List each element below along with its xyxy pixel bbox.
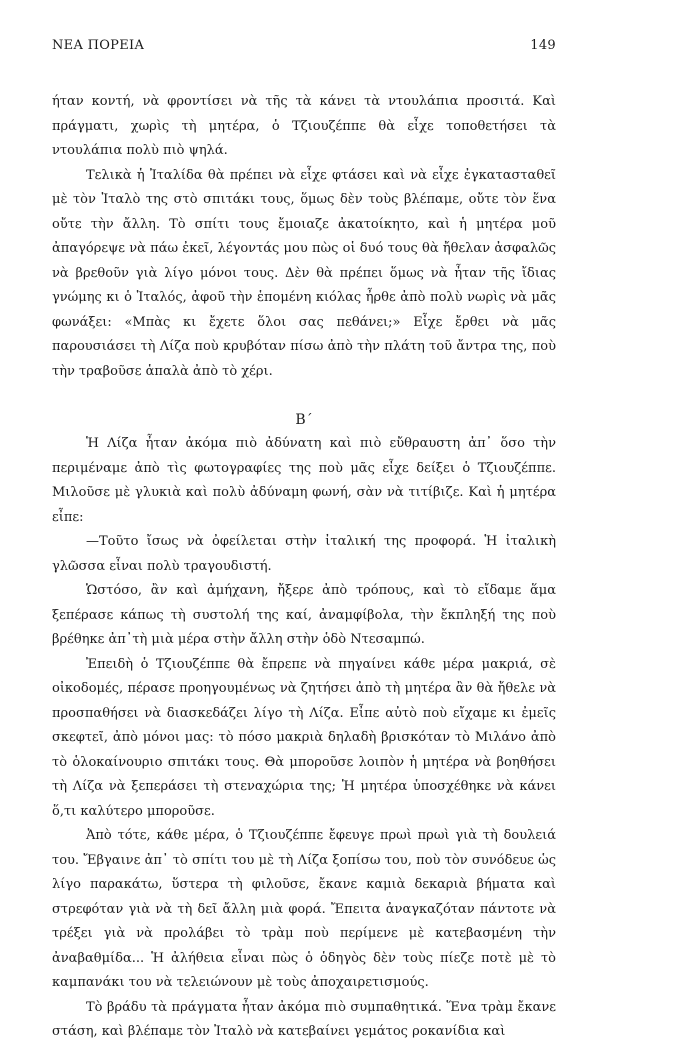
body-text: [52, 90, 556, 1045]
dialogue-paragraph: —Τοῦτο ἴσως νὰ ὀφείλεται στὴν ἰταλική της προφορά. Ἡ ἰταλικὴ γλῶσσα εἶναι πολὺ τραγουδιστή.: [52, 534, 556, 574]
section-marker: Β΄: [295, 412, 313, 428]
paragraph: Ὡστόσο, ἂν καὶ ἀμήχανη, ἤξερε ἀπὸ τρόπους, καὶ τὸ εἴδαμε ἅμα ξεπέρασε κάπως τὴ συστολή της καί, ἀναμφίβολα, τὴν ἔκπληξή της ποὺ βρέθηκε ἀπ᾿τὴ μιὰ μέρα στὴν ἄλλη στὴν ὁδὸ Ντεσαμπώ.: [52, 583, 556, 647]
running-title: ΝΕΑ ΠΟΡΕΙΑ: [52, 38, 145, 53]
page-number: 149: [530, 38, 556, 53]
paragraph: Ἡ Λίζα ἦταν ἀκόμα πιὸ ἀδύνατη καὶ πιὸ εὔθραυστη ἀπ᾿ ὅσο τὴν περιμέναμε ἀπὸ τὶς φωτογραφίες της ποὺ μᾶς εἶχε δείξει ὁ Τζιουζέππε. Μιλοῦσε μὲ γλυκιὰ καὶ πολὺ ἀδύναμη φωνή, σὰν νὰ τιτίβιζε. Καὶ ἡ μητέρα εἶπε:: [52, 436, 556, 525]
paragraph: Ἐπειδὴ ὁ Τζιουζέππε θὰ ἔπρεπε νὰ πηγαίνει κάθε μέρα μακριά, σὲ οἰκοδομές, πέρασε προηγουμένως νὰ ζητήσει ἀπὸ τὴ μητέρα ἂν θὰ ἤθελε νὰ προσπαθήσει νὰ διασκεδάζει λίγο τὴ Λίζα. Εἶπε αὐτὸ ποὺ εἴχαμε κι ἐμεῖς σκεφτεῖ, ἀπὸ μόνοι μας: τὸ πόσο μακριὰ δηλαδὴ βρισκόταν τὸ Μιλάνο ἀπὸ τὸ ὁλοκαίνουριο σπιτάκι τους. Θὰ μποροῦσε λοιπὸν ἡ μητέρα νὰ βοηθήσει τὴ Λίζα νὰ ξεπεράσει τὴ στεναχώρια της; Ἡ μητέρα ὑποσχέθηκε νὰ κάνει ὅ,τι καλύτερο μποροῦσε.: [52, 656, 556, 819]
paragraph: Ἀπὸ τότε, κάθε μέρα, ὁ Τζιουζέππε ἔφευγε πρωὶ πρωὶ γιὰ τὴ δουλειά του. Ἔβγαινε ἀπ᾿ τὸ σπίτι του μὲ τὴ Λίζα ξοπίσω του, ποὺ τὸν συνόδευε ὡς λίγο παρακάτω, ὕστερα τὴ φιλοῦσε, ἔκανε καμιὰ δεκαριὰ βήματα καὶ στρεφόταν γιὰ νὰ τὴ δεῖ ἄλλη μιὰ φορά. Ἔπειτα ἀναγκαζόταν πάντοτε νὰ τρέξει γιὰ νὰ προλάβει τὸ τρὰμ ποὺ περίμενε μὲ κατεβασμένη τὴν ἀναβαθμίδα... Ἡ ἀλήθεια εἶναι πὼς ὁ ὁδηγὸς δὲν τοὺς πίεζε ποτὲ μὲ τὸ καμπανάκι του νὰ τελειώνουν μὲ τοὺς ἀποχαιρετισμούς.: [52, 828, 556, 990]
running-head: [52, 38, 556, 58]
paragraph-continuation: ήταν κοντή, νὰ φροντίσει νὰ τῆς τὰ κάνει τὰ ντουλάπια προσιτά. Καὶ πράγματι, χωρὶς τὴ μητέρα, ὁ Τζιουζέππε θὰ εἶχε τοποθετήσει τὰ ντουλάπια πολὺ πιὸ ψηλά.: [52, 94, 556, 158]
paragraph: Τελικὰ ἡ Ἰταλίδα θὰ πρέπει νὰ εἶχε φτάσει καὶ νὰ εἶχε ἐγκατασταθεῖ μὲ τὸν Ἰταλὸ της στὸ σπιτάκι τους, ὅμως δὲν τοὺς βλέπαμε, οὔτε τὸν ἕνα οὔτε τὴν ἄλλη. Τὸ σπίτι τους ἔμοιαζε ἀκατοίκητο, καὶ ἡ μητέρα μοῦ ἀπαγόρεψε νὰ πάω ἐκεῖ, λέγοντάς μου πὼς οἱ δυό τους θὰ ἤθελαν ἀσφαλῶς νὰ βρεθοῦν γιὰ λίγο μόνοι τους. Δὲν θὰ πρέπει ὅμως νὰ ἦταν τῆς ἴδιας γνώμης κι ὁ Ἰταλός, ἀφοῦ τὴν ἑπομένη κιόλας ἦρθε ἀπὸ πολὺ νωρὶς νὰ μᾶς φωνάξει: «Μπὰς κι ἔχετε ὅλοι σας πεθάνει;» Εἶχε ἔρθει νὰ μᾶς παρουσιάσει τὴ Λίζα ποὺ κρυβόταν πίσω ἀπὸ τὴν πλάτη τοῦ ἄντρα της, ποὺ τὴν τραβοῦσε ἁπαλὰ ἀπὸ τὸ χέρι.: [52, 167, 556, 379]
paragraph-continues: Τὸ βράδυ τὰ πράγματα ἦταν ἀκόμα πιὸ συμπαθητικά. Ἕνα τρὰμ ἔκανε στάση, καὶ βλέπαμε τὸν Ἰταλὸ νὰ κατεβαίνει γεμάτος ροκανίδια καὶ: [52, 999, 556, 1039]
